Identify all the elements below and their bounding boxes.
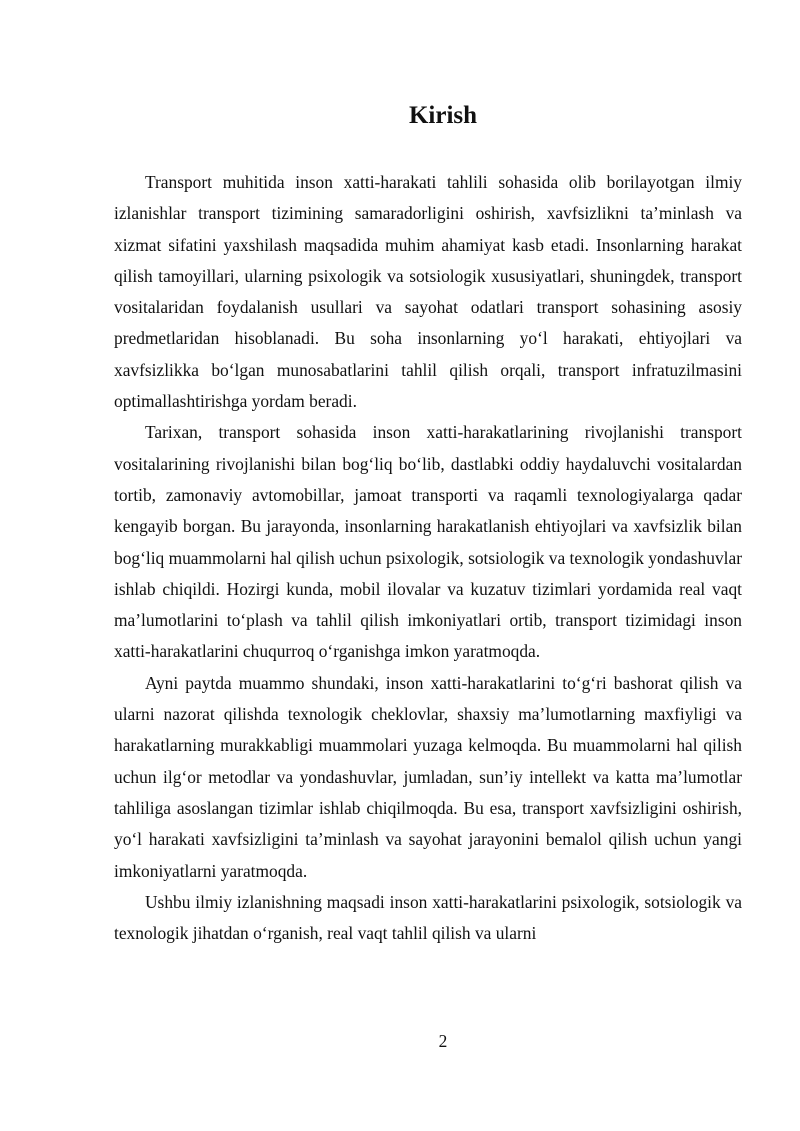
paragraph-2: Tarixan, transport sohasida inson xatti-harakatlarining rivojlanishi transport vositalarining rivojlanishi bilan bog‘liq bo‘lib, dastlabki oddiy haydaluvchi vositalardan tortib, zamonaviy avtomobillar, jamoat transporti va raqamli texnologiyalarga qadar kengayib borgan. Bu jarayonda, insonlarning harakatlanish ehtiyojlari va xavfsizlik bilan bog‘liq muammolarni hal qilish uchun psixologik, sotsiologik va texnologik yondashuvlar ishlab chiqildi. Hozirgi kunda, mobil ilovalar va kuzatuv tizimlari yordamida real vaqt ma’lumotlarini to‘plash va tahlil qilish imkoniyatlari ortib, transport tizimidagi inson xatti-harakatlarini chuqurroq o‘rganishga imkon yaratmoqda.	[114, 422, 742, 662]
paragraph-1: Transport muhitida inson xatti-harakati tahlili sohasida olib borilayotgan ilmiy izlanishlar transport tizimining samaradorligini oshirish, xavfsizlikni ta’minlash va xizmat sifatini yaxshilash maqsadida muhim ahamiyat kasb etadi. Insonlarning harakat qilish tamoyillari, ularning psixologik va sotsiologik xususiyatlari, shuningdek, transport vositalaridan foydalanish usullari va sayohat odatlari transport sohasining asosiy predmetlaridan hisoblanadi. Bu soha insonlarning yo‘l harakati, ehtiyojlari va xavfsizlikka bo‘lgan munosabatlarini tahlil qilish orqali, transport infratuzilmasini optimallashtirishga yordam beradi.	[114, 172, 742, 412]
paragraph-4: Ushbu ilmiy izlanishning maqsadi inson xatti-harakatlarini psixologik, sotsiologik va texnologik jihatdan o‘rganish, real vaqt tahlil qilish va ularni	[114, 891, 742, 944]
paragraph-3: Ayni paytda muammo shundaki, inson xatti-harakatlarini to‘g‘ri bashorat qilish va ularni nazorat qilishda texnologik cheklovlar, shaxsiy ma’lumotlarning maxfiyligi va harakatlarning murakkabligi muammolari yuzaga kelmoqda. Bu muammolarni hal qilish uchun ilg‘or metodlar va yondashuvlar, jumladan, sun’iy intellekt va katta ma’lumotlar tahliliga asoslangan tizimlar ishlab chiqilmoqda. Bu esa, transport xavfsizligini oshirish, yo‘l harakati xavfsizligini ta’minlash va sayohat jarayonini bemalol qilish uchun yangi imkoniyatlarni yaratmoqda.	[114, 672, 742, 881]
body-text	[114, 167, 742, 949]
page-number: 2	[438, 1031, 448, 1051]
page-title: Kirish	[408, 102, 478, 129]
